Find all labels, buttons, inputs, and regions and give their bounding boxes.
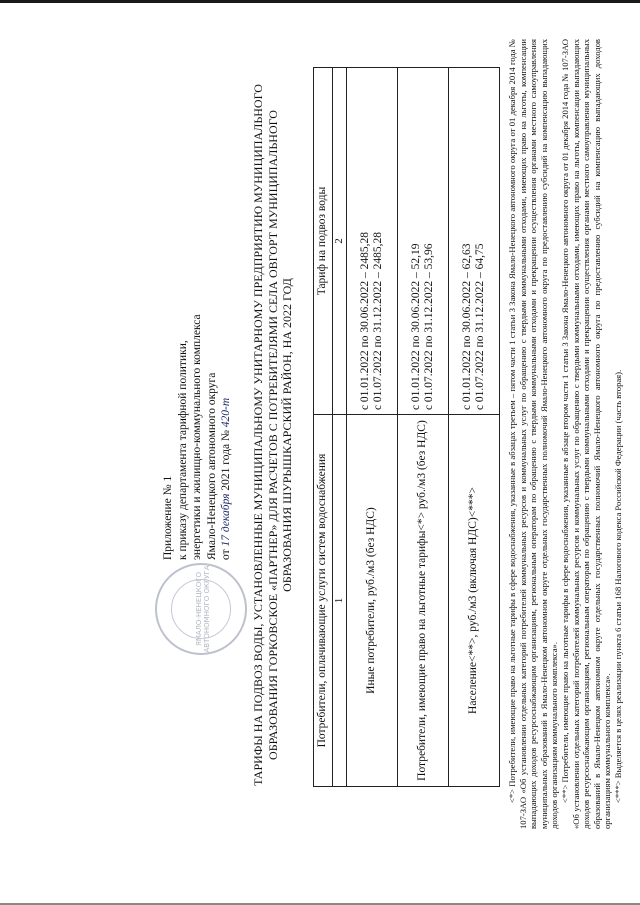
order-date-line: [219, 240, 234, 560]
region-line: Ямало-Ненецкого автономного округа: [205, 372, 218, 560]
title-line-1: ТАРИФЫ НА ПОДВОЗ ВОДЫ, УСТАНОВЛЕННЫЕ МУНИЦИПАЛЬНОМУ УНИТАРНОМУ ПРЕДПРИЯТИЮ МУНИЦИПАЛЬНОГО: [251, 84, 265, 786]
order-reference-line: к приказу департамента тарифной политики,: [176, 340, 189, 560]
tariff-period-2: с 01.07.2022 по 31.12.2022 – 2485,28: [372, 232, 384, 411]
table-row: [449, 68, 500, 787]
footnote-2: <**> Потребители, имеющие право на льготные тарифы в сфере водоснабжения, указанные в абзаце втором части 1 статьи 3 Закона Ямало-Ненецкого автономного округа от 01 декабря 2014 года № 107-ЗАО «Об установлении отдельных категорий потребителей коммунальных ресурсов и коммунальных услуг по обращению с твердыми коммунальными отходами, имеющих право на льготы, компенсации выпадающих доходов ресурсоснабжающим организациям, региональным операторам по обращению с твердыми коммунальными отходами и прекращении осуществления органами местного самоуправления муниципальных образований в Ямало-Ненецком автономном округе отдельных государственных полномочий Ямало-Ненецкого автономного округа по предоставлению субсидий на компенсацию выпадающих доходов организациям коммунального комплекса».: [559, 39, 613, 829]
consumer-cell: Иные потребители, руб./м3 (без НДС): [347, 415, 398, 787]
order-year: 2021 года №: [220, 430, 232, 491]
table-row: [347, 68, 398, 787]
tariff-period-2: с 01.07.2022 по 31.12.2022 – 64,75: [474, 243, 486, 411]
column-number-1: 1: [332, 415, 347, 787]
tariff-table: [313, 67, 500, 787]
tariff-period-1: с 01.01.2022 по 30.06.2022 – 62,63: [460, 243, 473, 411]
header-consumers: Потребители, оплачивающие услуги систем водоснабжения: [314, 415, 333, 787]
approval-block: [161, 240, 234, 560]
column-number-2: 2: [332, 68, 347, 415]
official-seal-stamp: [155, 563, 247, 655]
title-line-2: ОБРАЗОВАНИЯ ГОРКОВСКОЕ «ПАРТНЕР» ДЛЯ РАСЧЕТОВ С ПОТРЕБИТЕЛЯМИ СЕЛА ОВГОРТ МУНИЦИПАЛЬНОГО: [265, 110, 280, 760]
tariff-cell: [449, 68, 500, 415]
table-header-row: [314, 68, 333, 787]
handwritten-date: 17 декабря: [220, 493, 232, 547]
consumer-cell: Потребители, имеющие право на льготные тарифы<*> руб./м3 (без НДС): [398, 415, 449, 787]
rotated-page-content: [155, 25, 640, 845]
footnote-3: <***> Выделяется в целях реализации пункта 6 статьи 168 Налогового кодекса Российской Федерации (часть вторая).: [612, 369, 623, 803]
tariff-cell: [398, 68, 449, 415]
tariff-cell: [347, 68, 398, 415]
tariff-period-2: с 01.07.2022 по 31.12.2022 – 53,96: [423, 243, 435, 411]
column-number-row: [332, 68, 347, 787]
consumer-cell: Население<**>, руб./м3 (включая НДС)<***>: [449, 415, 500, 787]
tariff-period-1: с 01.01.2022 по 30.06.2022 – 52,19: [409, 243, 422, 411]
footnotes: [507, 39, 624, 829]
scan-top-edge: [0, 0, 640, 3]
header-tariff: Тариф на подвоз воды: [314, 68, 333, 415]
date-prefix: от: [220, 549, 232, 560]
tariff-period-1: с 01.01.2022 по 30.06.2022 – 2485,28: [358, 232, 371, 411]
stamp-text: ЯМАЛО-НЕНЕЦКОГО АВТОНОМНОГО ОКРУГА: [195, 565, 211, 653]
title-line-3: ОБРАЗОВАНИЯ ШУРЫШКАРСКИЙ РАЙОН, НА 2022 ГОД: [280, 278, 294, 592]
handwritten-order-number: 420-т: [220, 397, 232, 428]
document-title: [251, 25, 295, 845]
table-row: [398, 68, 449, 787]
appendix-number: Приложение № 1: [162, 475, 174, 560]
footnote-1: <*> Потребители, имеющие право на льготные тарифы в сфере водоснабжения, указанные в абзацах третьем – пятом части 1 статьи 3 Закона Ямало-Ненецкого автономного округа от 01 декабря 2014 года № 107-ЗАО «Об установлении отдельных категорий потребителей коммунальных ресурсов и коммунальных услуг по обращению с твердыми коммунальными отходами, имеющих право на льготы, компенсации выпадающих доходов ресурсоснабжающим организациям, региональным операторам по обращению с твердыми коммунальными отходами и прекращении осуществления органами местного самоуправления муниципальных образований в Ямало-Ненецком автономном округе отдельных государственных полномочий Ямало-Ненецкого автономного округа по предоставлению субсидий на компенсацию выпадающих доходов организациям коммунального комплекса».: [507, 39, 560, 829]
department-line: энергетики и жилищно-коммунального комплекса: [191, 314, 203, 560]
